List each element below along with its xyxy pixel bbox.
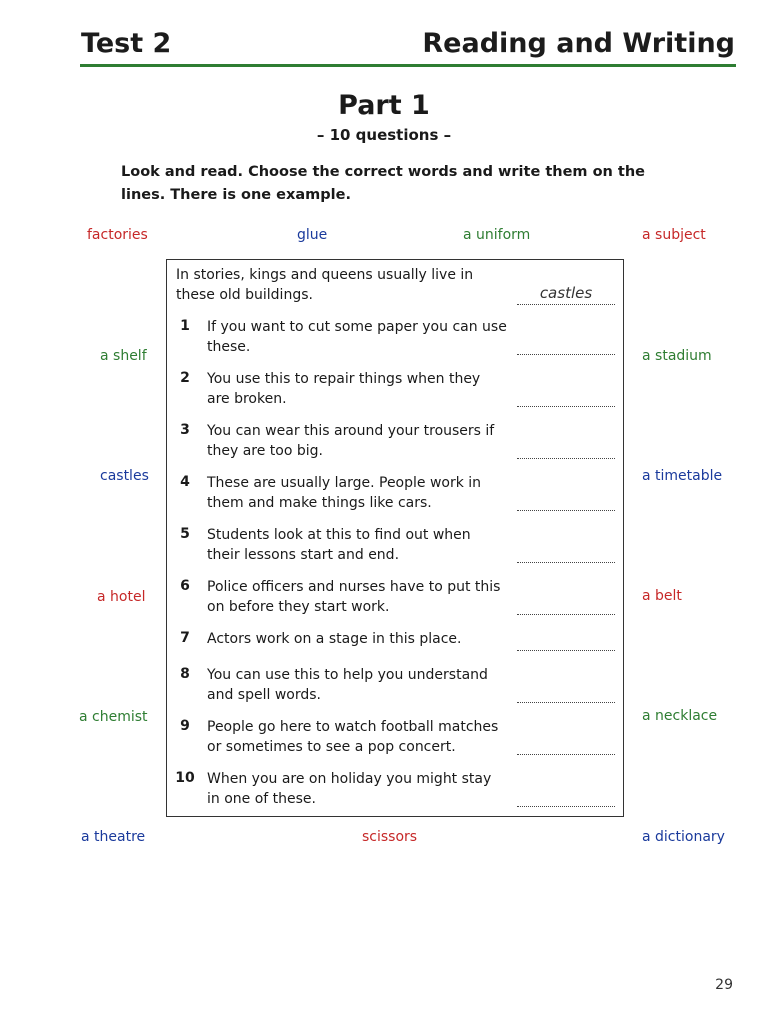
question-text: Police officers and nurses have to put this on before they start work. (207, 579, 501, 615)
question-number: 3 (180, 422, 190, 438)
header-divider (80, 64, 736, 67)
part-subtitle: – 10 questions – (316, 126, 452, 144)
instructions: Look and read. Choose the correct words and write them on the lines. There is one example. (121, 164, 645, 203)
question-number: 10 (175, 770, 195, 786)
word-timetable: a timetable (642, 468, 723, 484)
word-theatre: a theatre (81, 829, 146, 845)
question-number: 6 (180, 578, 190, 594)
answer-line[interactable] (517, 458, 615, 459)
question-text: Students look at this to find out when their lessons start and end. (207, 527, 471, 563)
question-text: You use this to repair things when they are broken. (207, 371, 481, 407)
word-hotel: a hotel (97, 589, 146, 605)
word-stadium: a stadium (642, 348, 712, 364)
answer-line[interactable] (517, 510, 615, 511)
question-text: These are usually large. People work in them and make things like cars. (207, 475, 482, 511)
page-number: 29 (715, 977, 733, 993)
answer-line[interactable] (517, 806, 615, 807)
word-subject: a subject (642, 227, 706, 243)
answer-line[interactable] (517, 406, 615, 407)
answer-line[interactable] (517, 354, 615, 355)
word-dictionary: a dictionary (642, 829, 725, 845)
question-number: 4 (180, 474, 190, 490)
answer-line[interactable] (517, 562, 615, 563)
question-number: 9 (180, 718, 190, 734)
example-text: In stories, kings and queens usually live in these old buildings. (176, 267, 474, 303)
question-number: 8 (180, 666, 190, 682)
example-answer: castles (517, 284, 615, 305)
question-number: 7 (180, 630, 190, 646)
word-scissors: scissors (362, 829, 418, 845)
question-text: You can use this to help you understand and spell words. (207, 667, 488, 703)
question-text: Actors work on a stage in this place. (207, 631, 462, 647)
question-number: 2 (180, 370, 190, 386)
part-title: Part 1 (338, 90, 430, 121)
question-number: 1 (180, 318, 190, 334)
question-text: If you want to cut some paper you can use these. (207, 319, 507, 355)
word-castles: castles (100, 468, 149, 484)
word-glue: glue (297, 227, 328, 243)
word-factories: factories (87, 227, 148, 243)
answer-line[interactable] (517, 614, 615, 615)
question-text: You can wear this around your trousers if they are too big. (207, 423, 495, 459)
word-necklace: a necklace (642, 708, 718, 724)
answer-line[interactable] (517, 754, 615, 755)
word-shelf: a shelf (100, 348, 147, 364)
question-number: 5 (180, 526, 190, 542)
section-label: Reading and Writing (422, 28, 735, 59)
answer-line[interactable] (517, 650, 615, 651)
question-text: When you are on holiday you might stay in one of these. (207, 771, 492, 807)
word-belt: a belt (642, 588, 682, 604)
word-chemist: a chemist (79, 709, 148, 725)
answer-line[interactable] (517, 702, 615, 703)
question-text: People go here to watch football matches or sometimes to see a pop concert. (207, 719, 499, 755)
word-uniform: a uniform (463, 227, 531, 243)
test-label: Test 2 (81, 28, 172, 59)
question-box (166, 259, 624, 817)
